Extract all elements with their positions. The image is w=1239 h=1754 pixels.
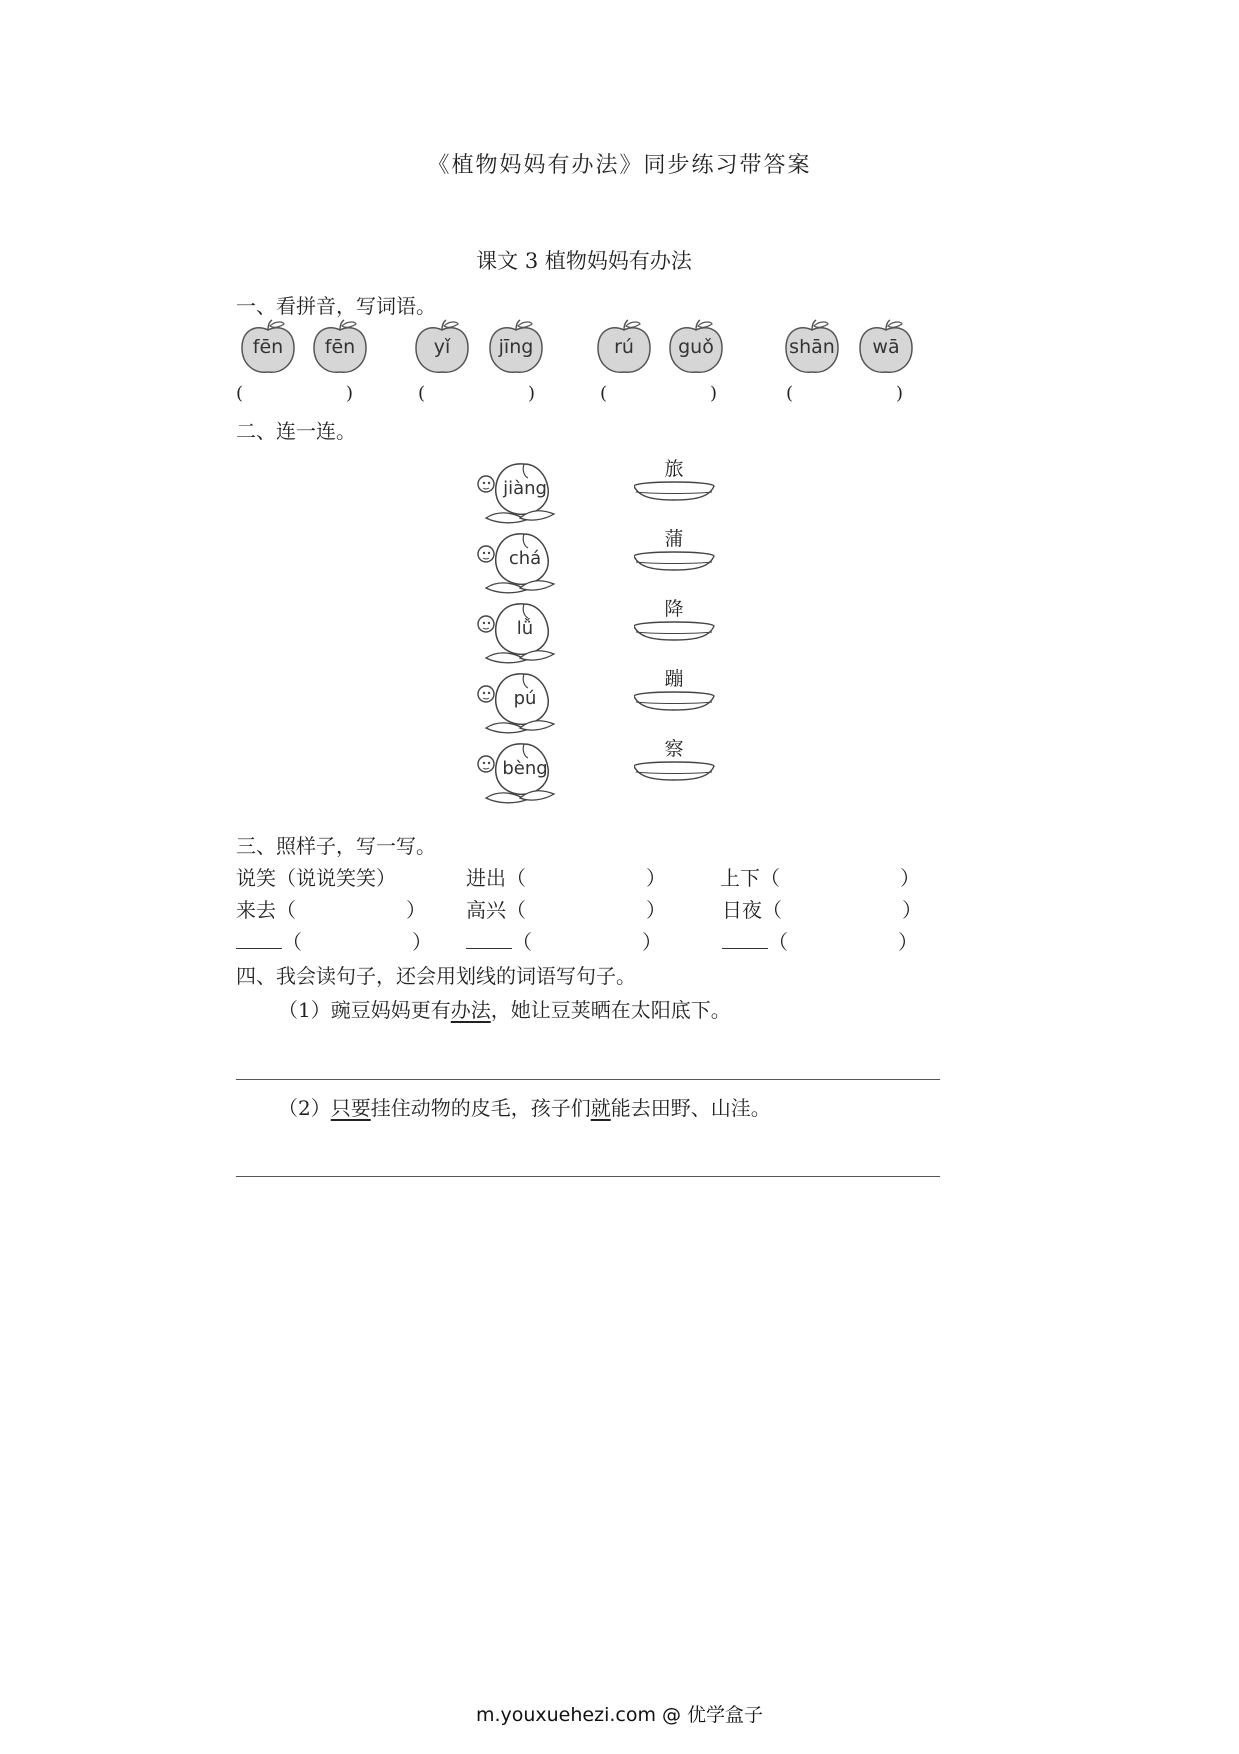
underlined-word: 就 (590, 1096, 611, 1120)
sentence-2: （2）只要挂住动物的皮毛，孩子们就能去田野、山洼。 (278, 1096, 771, 1120)
exercise-word: 高兴 (466, 898, 506, 922)
peach-pinyin-text: chá (508, 548, 542, 569)
exercise-item: 来去（ ） (236, 894, 426, 923)
answer-paren-open: ( (418, 383, 426, 404)
peach-pinyin-text: lǚ (516, 618, 534, 639)
apple-pinyin (666, 318, 726, 378)
exercise-answer-blank[interactable]: （ (506, 898, 526, 922)
apple-pinyin (412, 318, 472, 378)
section2-heading: 二、连一连。 (236, 419, 356, 443)
bowl-character-text: 旅 (664, 458, 684, 480)
apple-pinyin-text: shān (789, 336, 835, 358)
bowl-character-text: 蒲 (664, 528, 684, 550)
example-item: 说笑（说说笑笑） (236, 866, 396, 890)
answer-paren-open: ( (786, 383, 794, 404)
exercise-free-item[interactable]: （ ） (466, 926, 662, 955)
answer-line[interactable] (236, 1176, 940, 1177)
exercise-answer-blank[interactable]: （ (762, 898, 782, 922)
exercise-word: 日夜 (722, 898, 762, 922)
answer-paren-open: ( (600, 383, 608, 404)
apple-pinyin-text: fēn (252, 336, 284, 358)
peach-pinyin-text: bèng (502, 758, 548, 779)
bowl-character-text: 蹦 (664, 668, 684, 690)
exercise-answer-blank[interactable]: （ (276, 898, 296, 922)
bowl-character[interactable] (634, 734, 730, 794)
section4-heading: 四、我会读句子，还会用划线的词语写句子。 (236, 964, 636, 988)
exercise-item: 上下（ ） (720, 862, 920, 891)
peach-pinyin[interactable] (474, 528, 564, 598)
exercise-free-item[interactable]: （ ） (236, 926, 432, 955)
peach-pinyin[interactable] (474, 598, 564, 668)
lesson-subtitle: 课文 3 植物妈妈有办法 (476, 249, 692, 273)
exercise-word: 进出 (466, 866, 506, 890)
apple-pinyin-text: guǒ (678, 336, 714, 358)
bowl-character-text: 察 (664, 738, 684, 760)
apple-pinyin-text: jīng (498, 336, 534, 358)
answer-paren-close: ) (710, 383, 718, 404)
underlined-word: 办法 (450, 998, 491, 1022)
document-title: 《植物妈妈有办法》同步练习带答案 (427, 153, 812, 178)
exercise-item: 进出（ ） (466, 862, 666, 891)
exercise-answer-blank[interactable]: （ (506, 866, 526, 890)
exercise-word: 上下 (720, 866, 760, 890)
exercise-free-item[interactable]: （ ） (722, 926, 918, 955)
apple-pinyin (310, 318, 370, 378)
peach-pinyin[interactable] (474, 458, 564, 528)
apple-pinyin-text: wā (872, 336, 900, 358)
exercise-answer-blank[interactable]: （ (760, 866, 780, 890)
footer-watermark: m.youxuehezi.com @ 优学盒子 (475, 1704, 764, 1726)
exercise-item: 日夜（ ） (722, 894, 922, 923)
answer-paren-close: ) (346, 383, 354, 404)
section3-heading: 三、照样子，写一写。 (236, 834, 436, 858)
apple-pinyin-text: rú (614, 336, 634, 358)
apple-pinyin (856, 318, 916, 378)
underlined-word: 只要 (330, 1096, 371, 1120)
peach-pinyin[interactable] (474, 668, 564, 738)
bowl-character[interactable] (634, 524, 730, 584)
apple-pinyin (238, 318, 298, 378)
exercise-word: 来去 (236, 898, 276, 922)
peach-pinyin[interactable] (474, 738, 564, 808)
peach-pinyin-text: jiàng (503, 478, 547, 499)
apple-pinyin-text: yǐ (433, 336, 451, 358)
bowl-character-text: 降 (664, 598, 684, 620)
answer-paren-close: ) (528, 383, 536, 404)
bowl-character[interactable] (634, 664, 730, 724)
answer-line[interactable] (236, 1079, 940, 1080)
exercise-item: 高兴（ ） (466, 894, 666, 923)
sentence-1: （1）豌豆妈妈更有办法，她让豆荚晒在太阳底下。 (278, 998, 731, 1022)
apple-pinyin-text: fēn (324, 336, 356, 358)
bowl-character[interactable] (634, 454, 730, 514)
answer-paren-open: ( (236, 383, 244, 404)
bowl-character[interactable] (634, 594, 730, 654)
apple-pinyin (486, 318, 546, 378)
apple-pinyin (782, 318, 842, 378)
answer-paren-close: ) (896, 383, 904, 404)
apple-pinyin (594, 318, 654, 378)
section1-heading: 一、看拼音，写词语。 (236, 294, 436, 318)
peach-pinyin-text: pú (513, 688, 537, 709)
